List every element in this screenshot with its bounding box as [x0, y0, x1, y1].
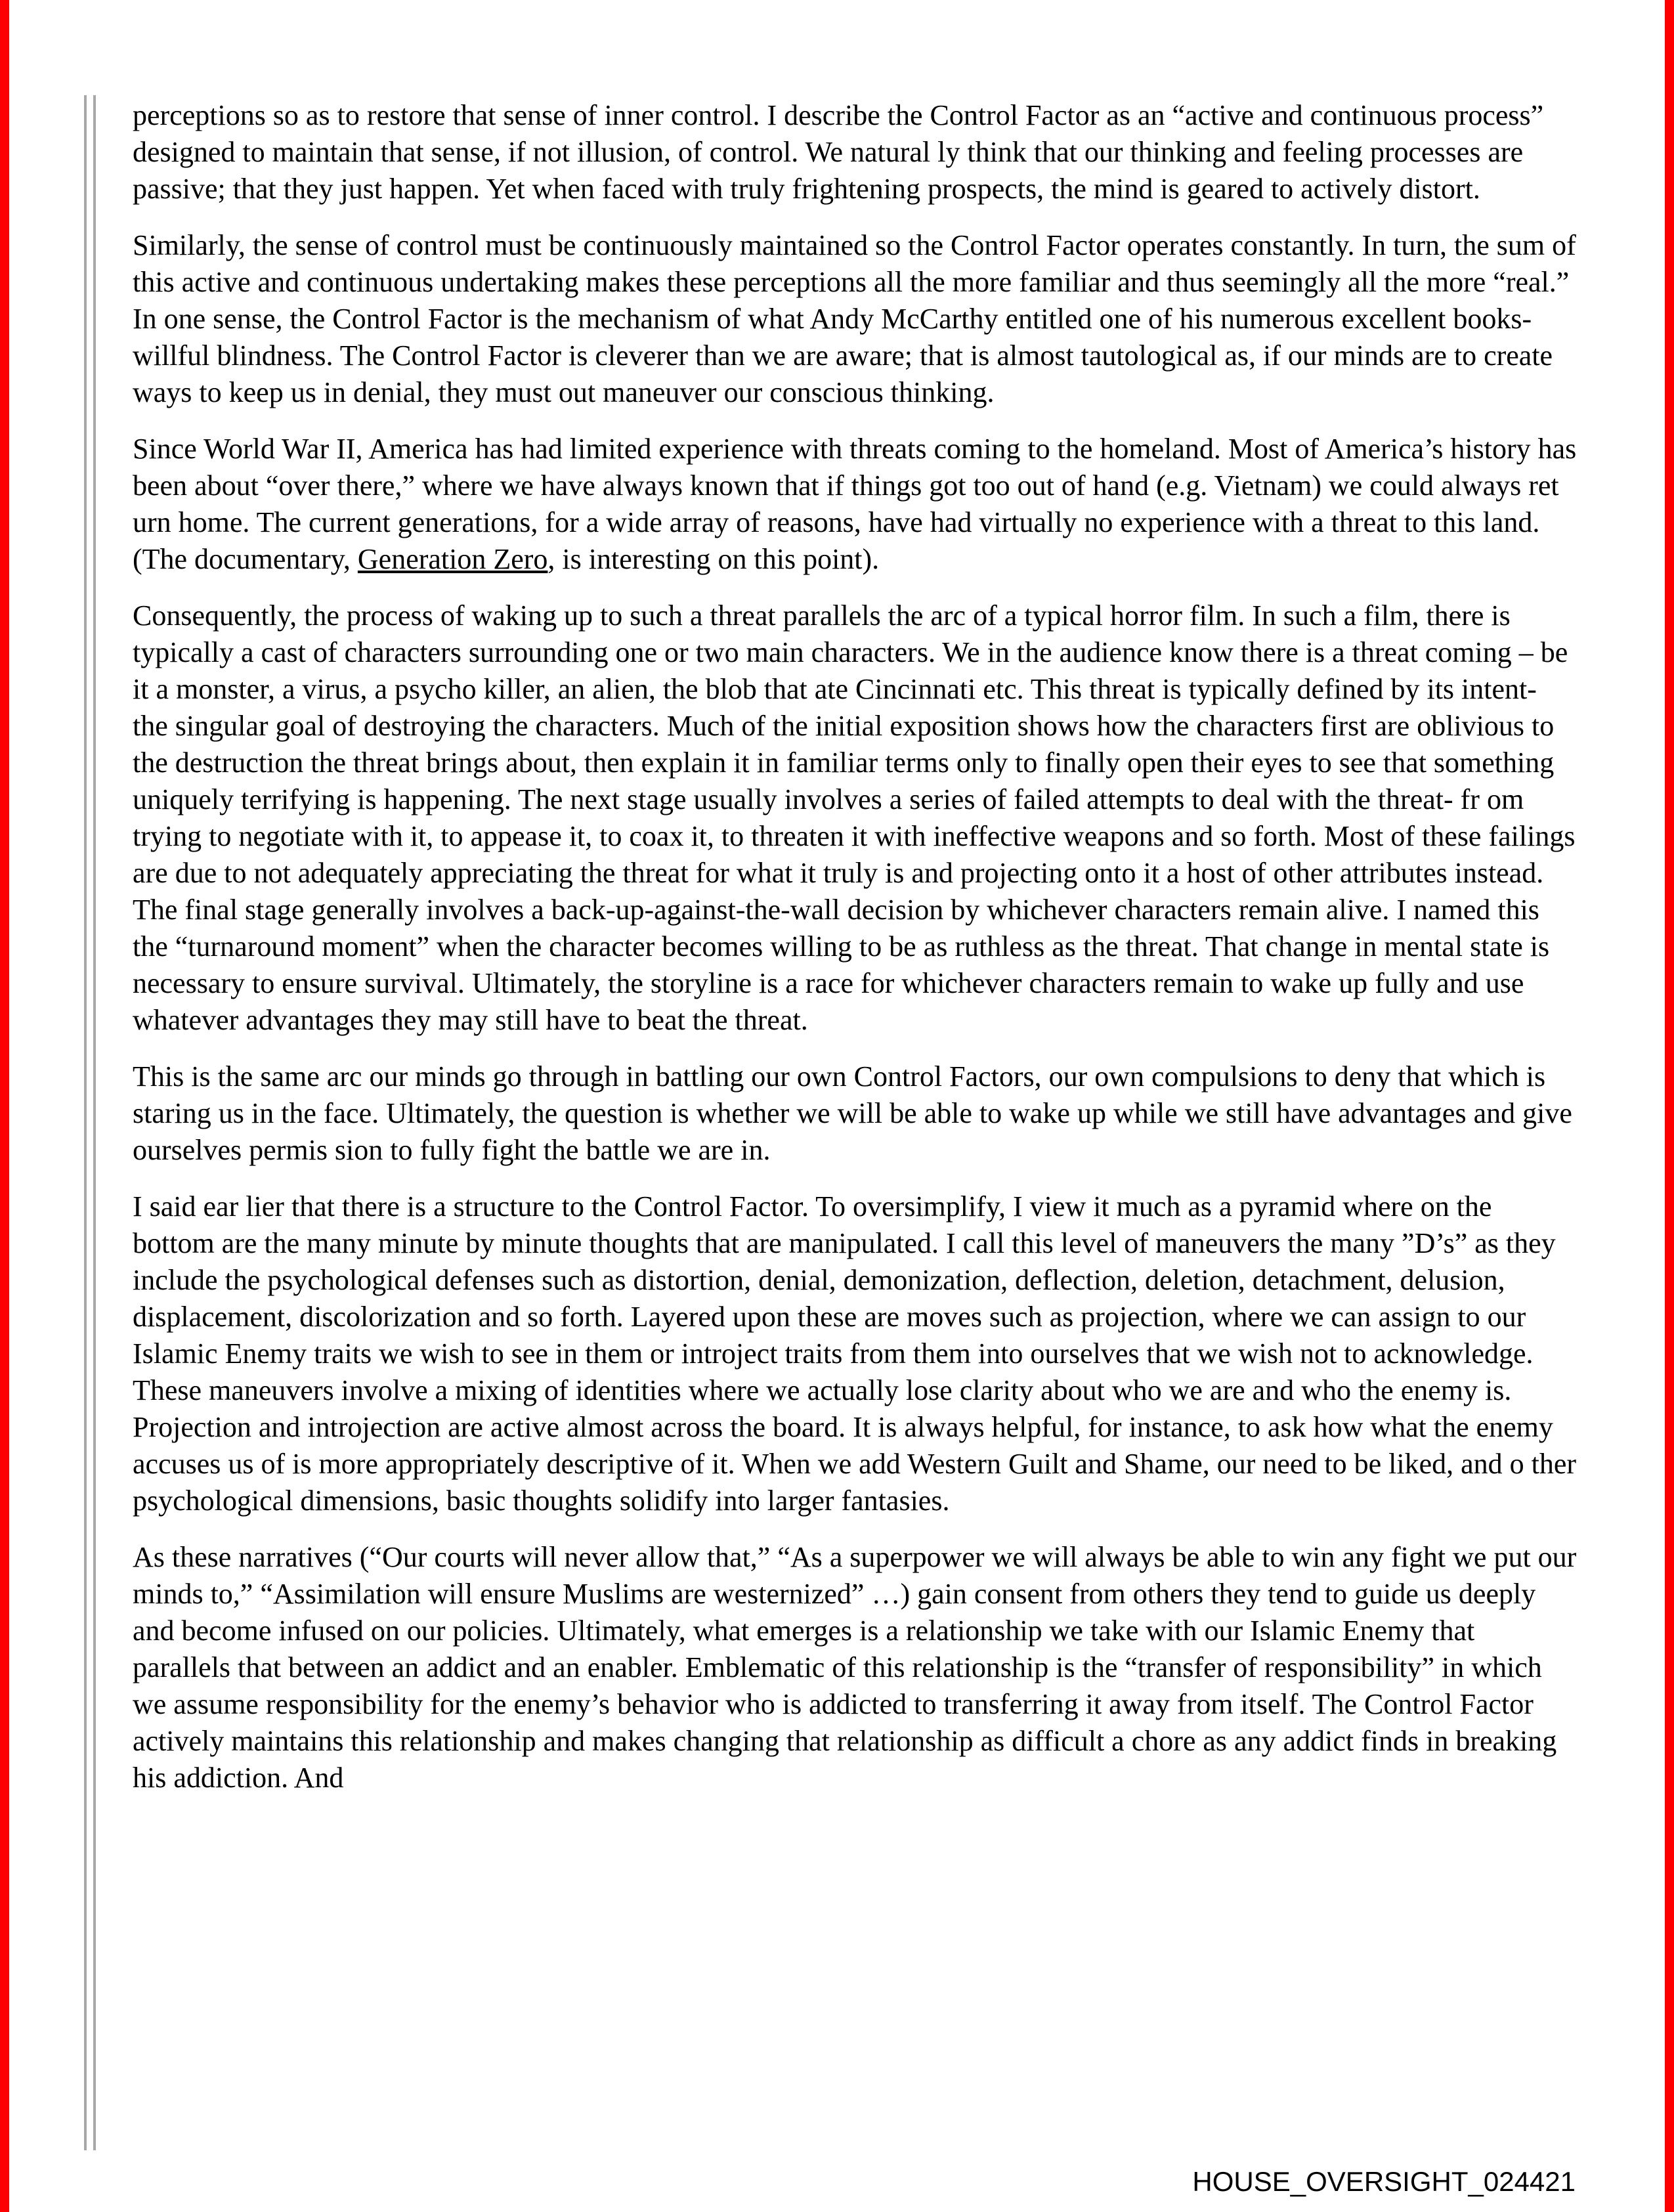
- documentary-title-generation-zero: Generation Zero: [357, 543, 548, 575]
- paragraph-horror-film-arc: Consequently, the process of waking up to such a threat parallels the arc of a typical horror film. In such a film, there is typically a cast of characters surrounding one or two main characters. We in the audience know there is a threat coming – be it a monster, a virus, a psycho killer, an alien, the blob that ate Cincinnati etc. This threat is typically defined by its intent- the singular goal of destroying the characters. Much of the initial exposition shows how the characters first are oblivious to the destruction the threat brings about, then explain it in familiar terms only to finally open their eyes to see that something uniquely terrifying is happening. The next stage usually involves a series of failed attempts to deal with the threat- fr om trying to negotiate with it, to appease it, to coax it, to threaten it with ineffective weapons and so forth. Most of these failings are due to not adequately appreciating the threat for what it truly is and projecting onto it a host of other attributes instead. The final stage generally involves a back-up-against-the-wall decision by whichever characters remain alive. I named this the “turnaround moment” when the character becomes willing to be as ruthless as the threat. That change in mental state is necessary to ensure survival. Ultimately, the storyline is a race for whichever characters remain to wake up fully and use whatever advantages they may still have to beat the threat.: [133, 599, 1576, 1036]
- document-body: [133, 97, 1577, 1816]
- bates-stamp: HOUSE_OVERSIGHT_024421: [1192, 2166, 1576, 2197]
- paragraph-narratives-enabler: As these narratives (“Our courts will never allow that,” “As a superpower we will always be able to win any fight we put our minds to,” “Assimilation will ensure Muslims are westernized” …) gain consent from others they tend to guide us deeply and become infused on our policies. Ultimately, what emerges is a relationship we take with our Islamic Enemy that parallels that between an addict and an enabler. Emblematic of this relationship is the “transfer of responsibility” in which we assume responsibility for the enemy’s behavior who is addicted to transferring it away from itself. The Control Factor actively maintains this relationship and makes changing that relationship as difficult a chore as any addict finds in breaking his addiction. And: [133, 1541, 1577, 1794]
- right-red-border: [1665, 0, 1674, 2212]
- left-margin-rule-outer: [84, 95, 87, 2150]
- paragraph-homeland-threats-lead: Since World War II, America has had limited experience with threats coming to the homeland. Most of America’s history has been about “over there,” where we have always known that if things got too out of hand (e.g. Vietnam) we could always ret urn home. The current generations, for a wide array of reasons, have had virtually no experience with a threat to this land. (The documentary,: [133, 433, 1577, 575]
- left-red-border: [0, 0, 9, 2212]
- paragraph-homeland-threats-tail: , is interesting on this point).: [547, 543, 880, 575]
- paragraph-pyramid-structure: I said ear lier that there is a structure to the Control Factor. To oversimplify, I view it much as a pyramid where on the bottom are the many minute by minute thoughts that are manipulated. I call this level of maneuvers the many ”D’s” as they include the psychological defenses such as distortion, denial, demonization, deflection, deletion, detachment, delusion, displacement, discolorization and so forth. Layered upon these are moves such as projection, where we can assign to our Islamic Enemy traits we wish to see in them or introject traits from them into ourselves that we wish not to acknowledge. These maneuvers involve a mixing of identities where we actually lose clarity about who we are and who the enemy is. Projection and introjection are active almost across the board. It is always helpful, for instance, to ask how what the enemy accuses us of is more appropriately descriptive of it. When we add Western Guilt and Shame, our need to be liked, and o ther psychological dimensions, basic thoughts solidify into larger fantasies.: [133, 1190, 1577, 1517]
- left-margin-rule-inner: [93, 95, 96, 2150]
- paragraph-homeland-threats: [133, 431, 1577, 578]
- paragraph-control-factor-intro: perceptions so as to restore that sense of inner control. I describe the Control Factor as an “active and continuous process” designed to maintain that sense, if not illusion, of control. We natural ly think that our thinking and feeling processes are passive; that they just happen. Yet when faced with truly frightening prospects, the mind is geared to actively distort.: [133, 99, 1544, 205]
- paragraph-same-arc-minds: This is the same arc our minds go through in battling our own Control Factors, our own compulsions to deny that which is staring us in the face. Ultimately, the question is whether we will be able to wake up while we still have advantages and give ourselves permis sion to fully fight the battle we are in.: [133, 1060, 1572, 1166]
- paragraph-willful-blindness: Similarly, the sense of control must be continuously maintained so the Control Factor operates constantly. In turn, the sum of this active and continuous undertaking makes these perceptions all the more familiar and thus seemingly all the more “real.” In one sense, the Control Factor is the mechanism of what Andy McCarthy entitled one of his numerous excellent books- willful blindness. The Control Factor is cleverer than we are aware; that is almost tautological as, if our minds are to create ways to keep us in denial, they must out maneuver our conscious thinking.: [133, 229, 1576, 408]
